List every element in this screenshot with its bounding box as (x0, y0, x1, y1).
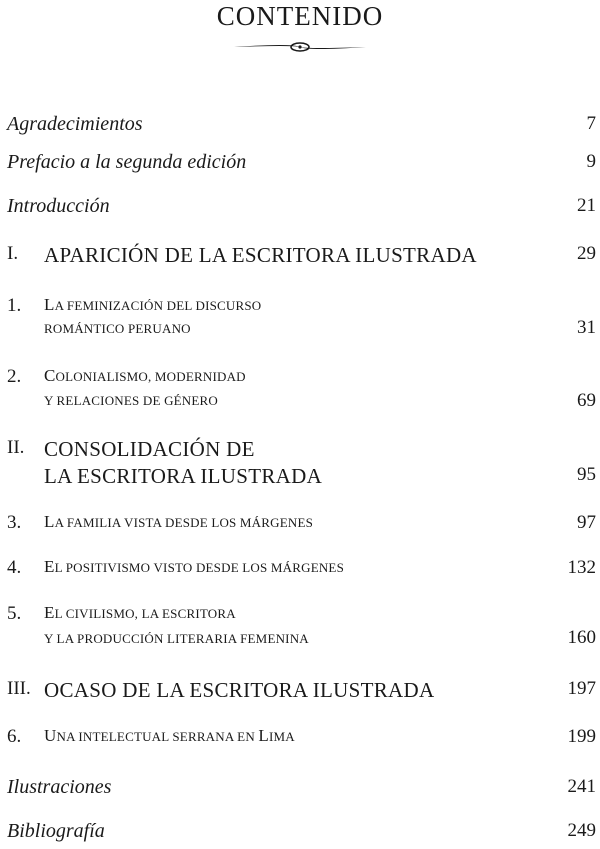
toc-entry-bibliografia (0, 820, 600, 848)
entry-page: 160 (567, 627, 596, 648)
chapter-number: 2. (7, 366, 22, 387)
toc-chapter-3 (0, 512, 600, 540)
toc-part-iii (0, 678, 600, 708)
toc-entry-agradecimientos (0, 113, 600, 141)
part-title-line-2: LA ESCRITORA ILUSTRADA (44, 464, 323, 488)
entry-page: 249 (567, 820, 596, 841)
entry-title: Agradecimientos (7, 113, 143, 135)
part-number: II. (7, 437, 25, 458)
chapter-number: 3. (7, 512, 22, 533)
chapter-title-line-1: COLONIALISMO, MODERNIDAD (44, 366, 246, 385)
entry-title: Ilustraciones (7, 776, 112, 798)
entry-page: 199 (567, 726, 596, 747)
toc-chapter-2 (0, 366, 600, 416)
chapter-title-line-2: Y RELACIONES DE GÉNERO (44, 393, 218, 408)
chapter-title: UNA INTELECTUAL SERRANA EN LIMA (44, 726, 295, 745)
page-title: CONTENIDO (216, 1, 384, 31)
chapter-number: 6. (7, 726, 22, 747)
toc-chapter-5 (0, 603, 600, 653)
entry-page: 69 (577, 390, 596, 411)
part-number: I. (7, 243, 19, 264)
ornament-divider (232, 40, 368, 54)
part-title-line-1: CONSOLIDACIÓN DE (44, 437, 255, 461)
chapter-title: LA FAMILIA VISTA DESDE LOS MÁRGENES (44, 512, 314, 531)
toc-chapter-6 (0, 726, 600, 754)
entry-page: 31 (577, 317, 596, 338)
entry-page: 21 (577, 195, 596, 216)
entry-page: 9 (586, 151, 596, 172)
part-title: APARICIÓN DE LA ESCRITORA ILUSTRADA (44, 243, 477, 267)
chapter-title-line-2: ROMÁNTICO PERUANO (44, 321, 191, 336)
entry-title: Prefacio a la segunda edición (7, 151, 247, 173)
chapter-title: EL POSITIVISMO VISTO DESDE LOS MÁRGENES (44, 557, 345, 576)
toc-entry-ilustraciones (0, 776, 600, 804)
chapter-title-line-2: Y LA PRODUCCIÓN LITERARIA FEMENINA (44, 631, 309, 646)
chapter-number: 1. (7, 295, 22, 316)
chapter-title-line-1: EL CIVILISMO, LA ESCRITORA (44, 603, 236, 622)
entry-page: 95 (577, 464, 596, 485)
chapter-number: 5. (7, 603, 22, 624)
toc-entry-prefacio (0, 151, 600, 179)
entry-title: Bibliografía (7, 820, 105, 842)
entry-page: 7 (586, 113, 596, 134)
chapter-title-line-1: LA FEMINIZACIÓN DEL DISCURSO (44, 295, 262, 314)
part-title: OCASO DE LA ESCRITORA ILUSTRADA (44, 678, 435, 702)
toc-part-i (0, 243, 600, 273)
entry-title: Introducción (7, 195, 110, 217)
toc-part-ii (0, 437, 600, 493)
toc-chapter-4 (0, 557, 600, 585)
entry-page: 132 (567, 557, 596, 578)
entry-page: 241 (567, 776, 596, 797)
part-number: III. (7, 678, 31, 699)
entry-page: 97 (577, 512, 596, 533)
chapter-number: 4. (7, 557, 22, 578)
entry-page: 197 (567, 678, 596, 699)
entry-page: 29 (577, 243, 596, 264)
toc-chapter-1 (0, 295, 600, 345)
toc-entry-introduccion (0, 195, 600, 223)
